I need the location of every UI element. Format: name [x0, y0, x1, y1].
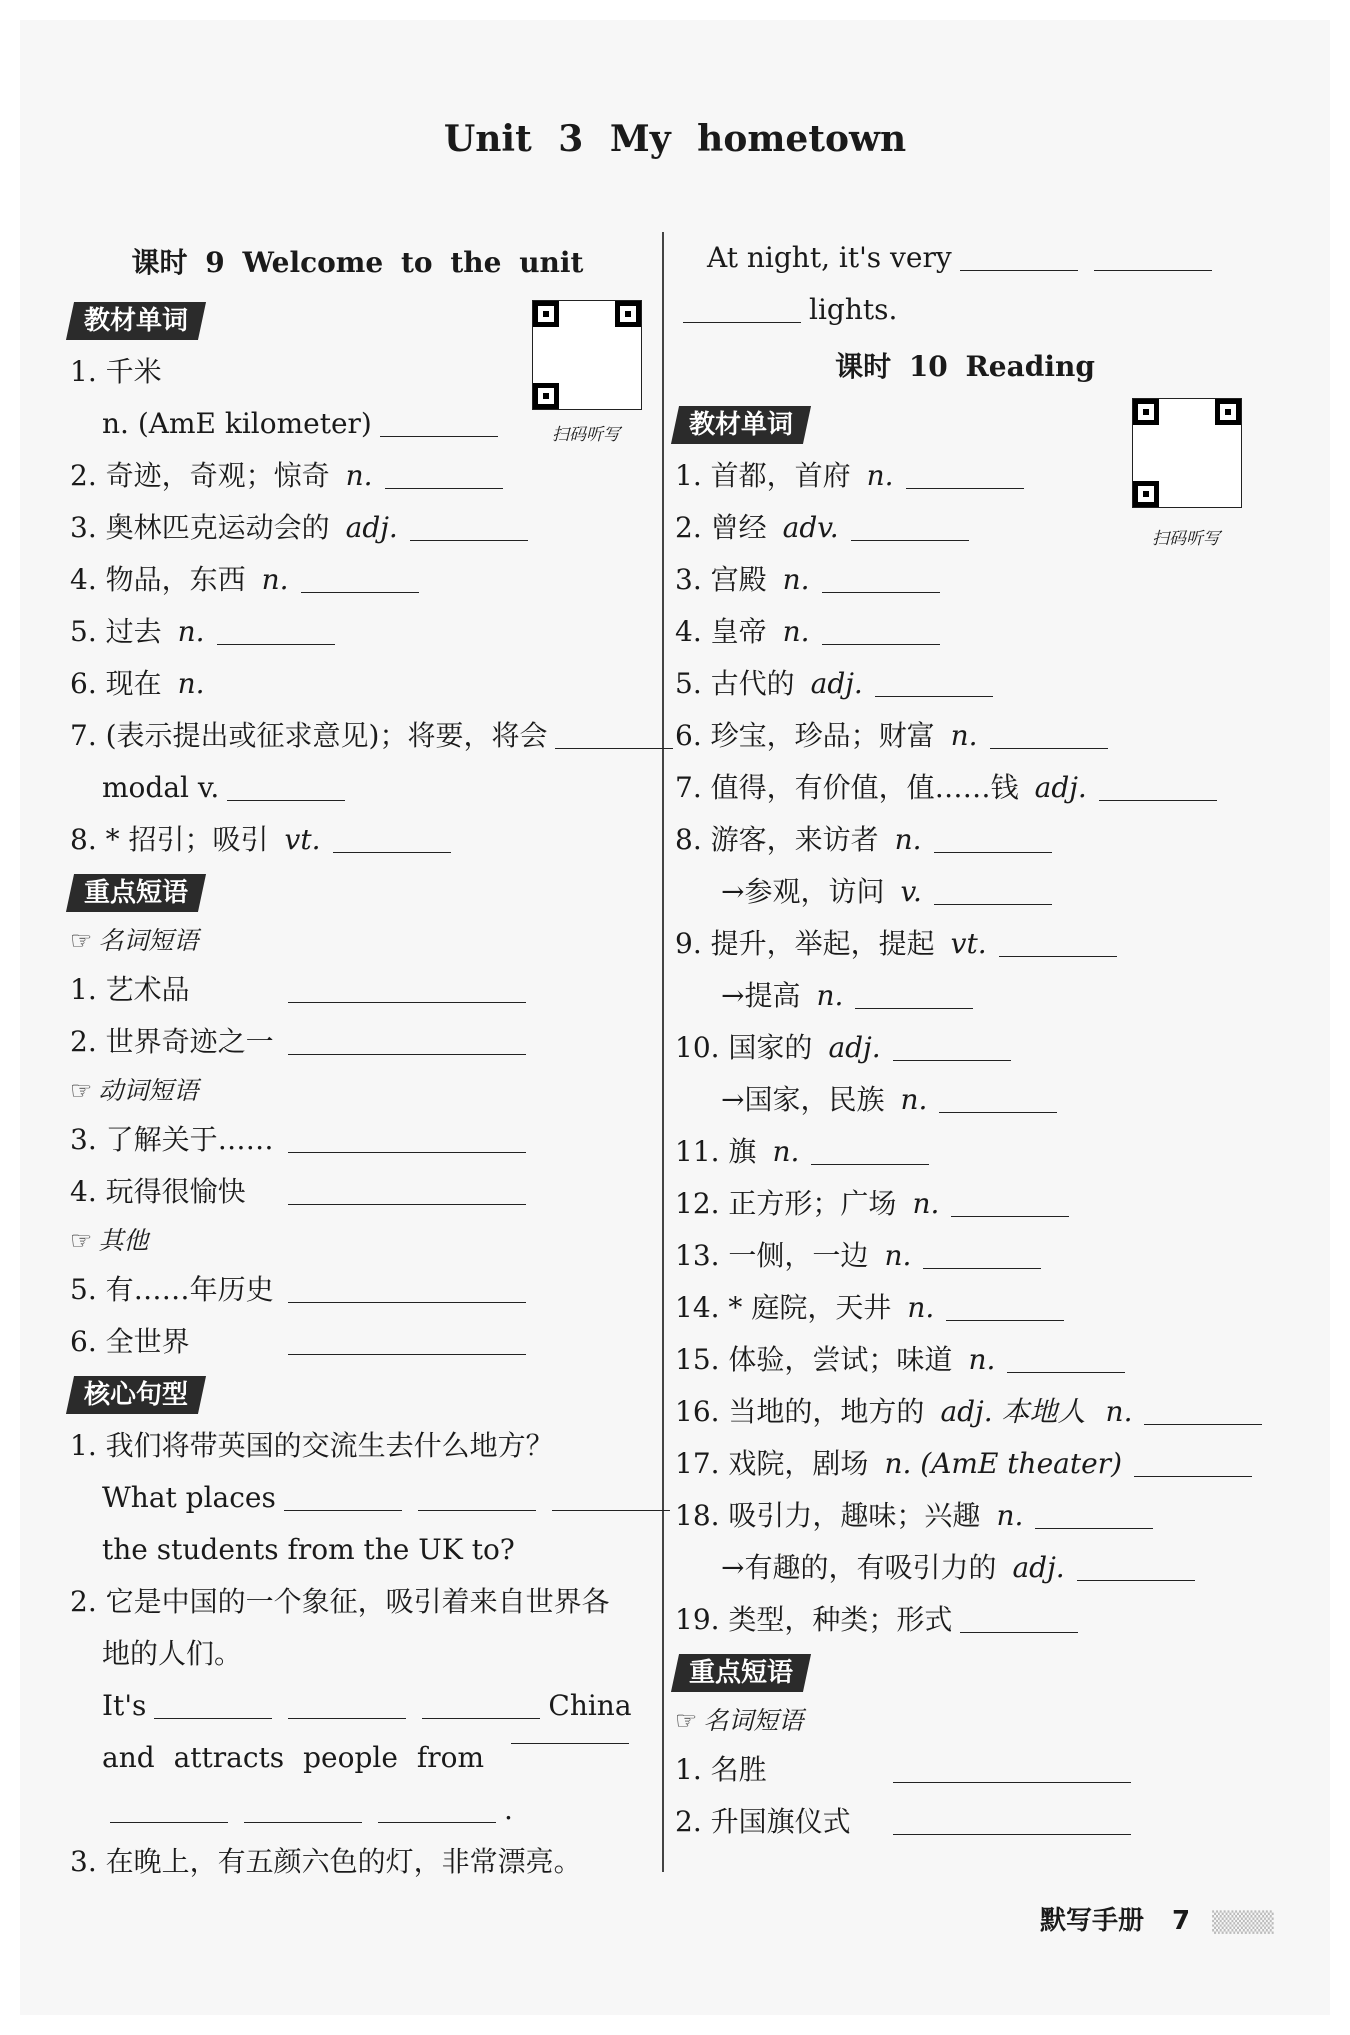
section-badge-phrases: 重点短语	[671, 1654, 811, 1692]
other-phrase-list	[70, 1264, 645, 1368]
part-of-speech: n.	[345, 459, 373, 492]
vocab-item	[70, 502, 645, 554]
answer-blank[interactable]	[939, 1111, 1057, 1113]
part-of-speech: n. (AmE theater)	[884, 1447, 1122, 1480]
sentence-1-cn: 1. 我们将带英国的交流生去什么地方？	[70, 1429, 554, 1462]
part-of-speech: adj.	[1012, 1551, 1065, 1584]
vocab-item	[70, 450, 645, 502]
answer-blank[interactable]	[1099, 799, 1217, 801]
answer-blank[interactable]	[893, 1059, 1011, 1061]
answer-blank[interactable]	[227, 799, 345, 801]
answer-blank[interactable]	[110, 1821, 228, 1823]
answer-blank[interactable]	[893, 1833, 1131, 1835]
answer-blank[interactable]	[960, 1631, 1078, 1633]
part-of-speech: n.	[782, 563, 810, 596]
sentence-2-cn-a: 2. 它是中国的一个象征，吸引着来自世界各	[70, 1585, 610, 1618]
answer-blank[interactable]	[1077, 1579, 1195, 1581]
right-vocab-list	[675, 450, 1255, 1646]
lesson-10-title: 课时 10 Reading	[835, 350, 1095, 383]
answer-blank[interactable]	[288, 1353, 526, 1355]
pointing-hand-icon: ☞	[70, 926, 93, 955]
noun-phrase-label: ☞ 名词短语	[675, 1706, 804, 1735]
vocab-text: 5. 古代的	[675, 667, 795, 700]
part-of-speech: n.	[772, 1135, 800, 1168]
vocab-text: 9. 提升，举起，提起	[675, 927, 935, 960]
answer-blank[interactable]	[822, 591, 940, 593]
vocab-item	[675, 606, 1255, 658]
unit-title: Unit 3 My hometown	[443, 118, 907, 160]
vocab-item	[675, 1022, 1255, 1074]
vocab-item	[675, 1282, 1255, 1334]
answer-blank[interactable]	[217, 643, 335, 645]
answer-blank[interactable]	[244, 1821, 362, 1823]
vocab-item	[70, 554, 645, 606]
watermark-mark: ▒▒▒▒	[1212, 1910, 1274, 1934]
vocab-item	[675, 554, 1255, 606]
answer-blank[interactable]	[1094, 269, 1212, 271]
vocab-text: 12. 正方形；广场	[675, 1187, 897, 1220]
answer-blank[interactable]	[284, 1509, 402, 1511]
part-of-speech: adv.	[782, 511, 839, 544]
vocab-item	[70, 398, 645, 450]
part-of-speech: adj.	[345, 511, 398, 544]
part-of-speech: n.	[782, 615, 810, 648]
phrase-text: 5. 有……年历史	[70, 1273, 274, 1306]
vocab-text: 19. 类型，种类；形式	[675, 1603, 953, 1636]
left-column	[70, 232, 645, 1888]
vocab-text: modal v.	[102, 771, 220, 804]
vocab-text: 15. 体验，尝试；味道	[675, 1343, 953, 1376]
vocab-item	[675, 658, 1255, 710]
sentence-3-en-b: lights.	[675, 284, 1255, 336]
vocab-item	[675, 1438, 1255, 1490]
phrase-text: 1. 名胜	[675, 1753, 767, 1786]
pointing-hand-icon: ☞	[675, 1706, 698, 1735]
vocab-item	[675, 1178, 1255, 1230]
answer-blank[interactable]	[288, 1301, 526, 1303]
vocab-item	[675, 710, 1255, 762]
answer-blank[interactable]	[511, 1742, 629, 1744]
vocab-text: →国家，民族	[721, 1083, 885, 1116]
answer-blank[interactable]	[1144, 1423, 1262, 1425]
phrase-item	[70, 1316, 645, 1368]
sentence-2-en-c: .	[70, 1784, 645, 1836]
answer-blank[interactable]	[422, 1717, 540, 1719]
vocab-text: 6. 珍宝，珍品；财富	[675, 719, 935, 752]
phrase-item	[70, 1166, 645, 1218]
column-divider	[662, 232, 664, 1872]
verb-phrase-label: ☞ 动词短语	[70, 1076, 199, 1105]
vocab-text: →有趣的，有吸引力的	[721, 1551, 997, 1584]
vocab-item	[675, 762, 1255, 814]
vocab-text: 2. 奇迹，奇观；惊奇	[70, 459, 330, 492]
phrase-item	[70, 1016, 645, 1068]
left-vocab-list	[70, 346, 645, 866]
part-of-speech: adj.	[810, 667, 863, 700]
part-of-speech: n.	[866, 459, 894, 492]
vocab-text: 3. 宫殿	[675, 563, 767, 596]
vocab-text: →参观，访问	[721, 875, 885, 908]
vocab-item	[70, 346, 645, 398]
part-of-speech: n.	[261, 563, 289, 596]
lesson-9-title: 课时 9 Welcome to the unit	[131, 246, 584, 279]
vocab-item	[675, 1542, 1255, 1594]
vocab-item	[675, 918, 1255, 970]
answer-blank[interactable]	[418, 1509, 536, 1511]
sentence-3-cn: 3. 在晚上，有五颜六色的灯，非常漂亮。	[70, 1845, 582, 1878]
vocab-item	[675, 1334, 1255, 1386]
phrase-item	[70, 964, 645, 1016]
vocab-text: 5. 过去	[70, 615, 162, 648]
sentence-2-en-a: It's China	[102, 1689, 632, 1722]
part-of-speech: n.	[900, 1083, 928, 1116]
sentence-3-en-a: At night, it's very	[675, 232, 1255, 284]
answer-blank[interactable]	[822, 643, 940, 645]
answer-blank[interactable]	[946, 1319, 1064, 1321]
answer-blank[interactable]	[552, 1509, 670, 1511]
part-of-speech: n.	[996, 1499, 1024, 1532]
vocab-item	[675, 502, 1255, 554]
answer-blank[interactable]	[923, 1267, 1041, 1269]
phrase-item	[70, 1114, 645, 1166]
answer-blank[interactable]	[385, 487, 503, 489]
part-of-speech: vt.	[950, 927, 987, 960]
sentence-1-en-a: What places	[70, 1472, 645, 1524]
answer-blank[interactable]	[875, 695, 993, 697]
part-of-speech: n.	[177, 615, 205, 648]
part-of-speech: n.	[177, 667, 205, 700]
section-badge-phrases: 重点短语	[66, 874, 206, 912]
part-of-speech: n.	[884, 1239, 912, 1272]
vocab-text: 4. 皇帝	[675, 615, 767, 648]
vocab-item	[70, 814, 645, 866]
phrase-item	[675, 1796, 1255, 1848]
part-of-speech: adj. 本地人	[940, 1395, 1086, 1428]
answer-blank[interactable]	[811, 1163, 929, 1165]
noun-phrase-label: ☞ 名词短语	[70, 926, 199, 955]
page-number: 7	[1172, 1906, 1191, 1936]
phrase-text: 6. 全世界	[70, 1325, 190, 1358]
part-of-speech: n.	[907, 1291, 935, 1324]
phrase-text: 2. 世界奇迹之一	[70, 1025, 274, 1058]
answer-blank[interactable]	[999, 955, 1117, 957]
vocab-item	[70, 658, 645, 710]
vocab-item	[70, 762, 645, 814]
vocab-text: 14. * 庭院，天井	[675, 1291, 892, 1324]
answer-blank[interactable]	[555, 747, 673, 749]
vocab-text: 10. 国家的	[675, 1031, 813, 1064]
part-of-speech: n.	[816, 979, 844, 1012]
vocab-text: 17. 戏院，剧场	[675, 1447, 869, 1480]
answer-blank[interactable]	[1134, 1475, 1252, 1477]
phrase-item	[675, 1744, 1255, 1796]
sentence-2-en-b: and attracts people from	[70, 1732, 645, 1784]
vocab-text: 6. 现在	[70, 667, 162, 700]
qr-label-lesson10: 扫码听写	[1152, 529, 1220, 549]
part-of-speech: n.	[894, 823, 922, 856]
answer-blank[interactable]	[951, 1215, 1069, 1217]
vocab-text: 4. 物品，东西	[70, 563, 246, 596]
answer-blank[interactable]	[380, 435, 498, 437]
answer-blank[interactable]	[333, 851, 451, 853]
answer-blank[interactable]	[934, 851, 1052, 853]
sentence-2-cn-b: 地的人们。	[102, 1637, 243, 1670]
answer-blank[interactable]	[288, 1151, 526, 1153]
vocab-item	[675, 1074, 1255, 1126]
right-column	[675, 232, 1255, 1848]
answer-blank[interactable]	[301, 591, 419, 593]
section-badge-vocab: 教材单词	[66, 302, 206, 340]
vocab-item	[675, 1126, 1255, 1178]
part-of-speech: v.	[900, 875, 922, 908]
answer-blank[interactable]	[990, 747, 1108, 749]
phrase-text: 4. 玩得很愉快	[70, 1175, 246, 1208]
answer-blank[interactable]	[855, 1007, 973, 1009]
vocab-text: 8. * 招引；吸引	[70, 823, 269, 856]
vocab-text: 1. 首都，首府	[675, 459, 851, 492]
vocab-item	[675, 1230, 1255, 1282]
answer-blank[interactable]	[1035, 1527, 1153, 1529]
other-phrase-label: ☞ 其他	[70, 1226, 149, 1255]
vocab-item	[675, 450, 1255, 502]
part-of-speech: n.	[912, 1187, 940, 1220]
phrase-text: 1. 艺术品	[70, 973, 190, 1006]
verb-phrase-list	[70, 1114, 645, 1218]
vocab-item	[675, 1490, 1255, 1542]
answer-blank[interactable]	[906, 487, 1024, 489]
answer-blank[interactable]	[851, 539, 969, 541]
book-name: 默写手册	[1040, 1906, 1145, 1936]
vocab-text: →提高	[721, 979, 801, 1012]
vocab-text: 18. 吸引力，趣味；兴趣	[675, 1499, 981, 1532]
vocab-item	[675, 1594, 1255, 1646]
vocab-item	[675, 1386, 1255, 1438]
answer-blank[interactable]	[154, 1717, 272, 1719]
vocab-text: 13. 一侧，一边	[675, 1239, 869, 1272]
vocab-item	[70, 710, 645, 762]
part-of-speech: adj.	[828, 1031, 881, 1064]
qr-label-lesson9: 扫码听写	[552, 425, 620, 445]
page-footer	[1040, 1900, 1274, 1937]
noun-phrase-list	[70, 964, 645, 1068]
pointing-hand-icon: ☞	[70, 1226, 93, 1255]
vocab-text: 7. (表示提出或征求意见)；将要，将会	[70, 719, 548, 752]
vocab-text: 2. 曾经	[675, 511, 767, 544]
part-of-speech: adj.	[1034, 771, 1087, 804]
answer-blank[interactable]	[288, 1203, 526, 1205]
answer-blank[interactable]	[288, 1053, 526, 1055]
answer-blank[interactable]	[288, 1001, 526, 1003]
vocab-text: n. (AmE kilometer)	[102, 407, 372, 440]
phrase-text: 2. 升国旗仪式	[675, 1805, 851, 1838]
answer-blank[interactable]	[378, 1821, 496, 1823]
vocab-item	[675, 866, 1255, 918]
answer-blank[interactable]	[288, 1717, 406, 1719]
vocab-text: 3. 奥林匹克运动会的	[70, 511, 330, 544]
answer-blank[interactable]	[893, 1781, 1131, 1783]
phrase-text: 3. 了解关于……	[70, 1123, 274, 1156]
sentence-1-en-b: the students from the UK to?	[102, 1533, 515, 1566]
vocab-item	[675, 814, 1255, 866]
answer-blank[interactable]	[683, 321, 801, 323]
vocab-text: 8. 游客，来访者	[675, 823, 879, 856]
part-of-speech: vt.	[284, 823, 321, 856]
part-of-speech: n.	[1105, 1395, 1133, 1428]
vocab-text: 16. 当地的，地方的	[675, 1395, 925, 1428]
answer-blank[interactable]	[960, 269, 1078, 271]
answer-blank[interactable]	[410, 539, 528, 541]
vocab-text: 11. 旗	[675, 1135, 757, 1168]
pointing-hand-icon: ☞	[70, 1076, 93, 1105]
vocab-text: 7. 值得，有价值，值……钱	[675, 771, 1019, 804]
vocab-item	[675, 970, 1255, 1022]
part-of-speech: n.	[950, 719, 978, 752]
answer-blank[interactable]	[934, 903, 1052, 905]
noun-phrase-list	[675, 1744, 1255, 1848]
phrase-item	[70, 1264, 645, 1316]
section-badge-sentences: 核心句型	[66, 1376, 206, 1414]
vocab-item	[70, 606, 645, 658]
part-of-speech: n.	[968, 1343, 996, 1376]
vocab-text: 1. 千米	[70, 355, 162, 388]
section-badge-vocab: 教材单词	[671, 406, 811, 444]
answer-blank[interactable]	[1007, 1371, 1125, 1373]
